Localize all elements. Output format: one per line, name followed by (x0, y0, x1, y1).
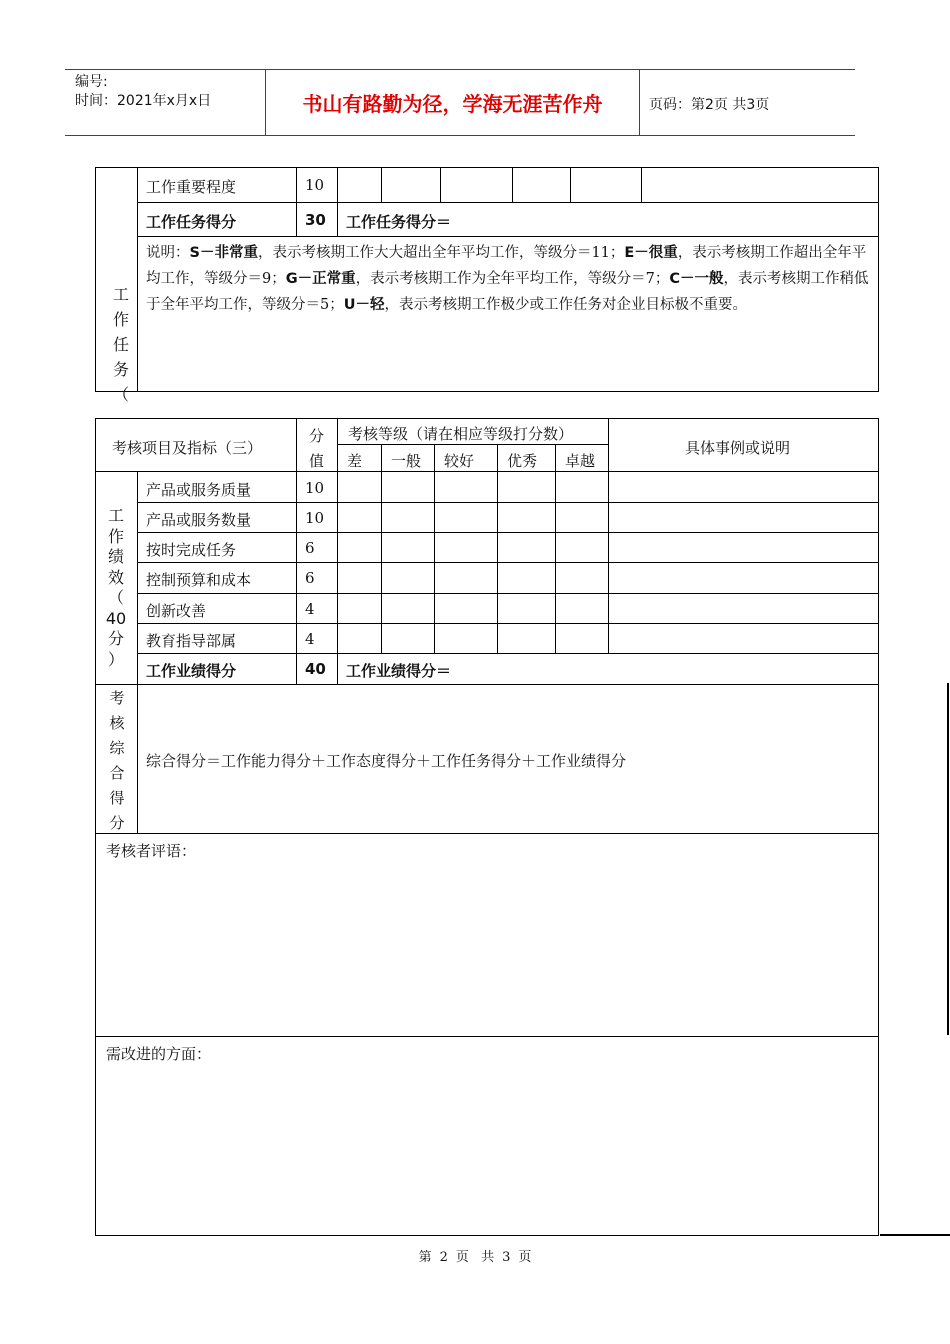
header-top-rule (65, 69, 855, 70)
side-label-char: 工 (107, 506, 124, 525)
grid-line (337, 167, 338, 236)
grid-line (440, 167, 441, 202)
grid-line (96, 684, 878, 685)
grid-line (608, 418, 609, 653)
grid-line (381, 167, 382, 202)
note-text: ，表示考核期工作大大超出全年平均工作，等级分＝11； (257, 245, 625, 261)
grade-poor: 差 (347, 452, 363, 470)
grid-line (512, 167, 513, 202)
side-label-char: 绩 (107, 547, 124, 566)
summary-formula: 综合得分＝工作能力得分＋工作态度得分＋工作任务得分＋工作业绩得分 (146, 752, 627, 770)
row-value: 4 (305, 600, 315, 618)
footer-part: 页 (455, 1250, 469, 1265)
task-score-formula: 工作任务得分＝ (346, 213, 452, 231)
header-description: 具体事例或说明 (685, 439, 791, 457)
row-label: 产品或服务数量 (146, 511, 252, 529)
footer-part: 页 (518, 1250, 532, 1265)
side-label-char: 分 (109, 814, 125, 832)
side-label-char: 核 (109, 714, 125, 732)
row-label: 控制预算和成本 (146, 571, 252, 589)
grid-line (296, 418, 297, 684)
side-label-char: 分 (107, 629, 124, 648)
header-grade-label: 考核等级（请在相应等级打分数） (348, 425, 574, 443)
grid-line (137, 593, 878, 594)
header-motto: 书山有路勤为径，学海无涯苦作舟 (302, 92, 603, 116)
perf-score-formula: 工作业绩得分＝ (346, 662, 452, 680)
grid-line (641, 167, 642, 202)
grid-line (137, 202, 878, 203)
footer-part: 2 (439, 1250, 448, 1265)
grid-line (137, 623, 878, 624)
header-bottom-rule (65, 135, 855, 136)
perf-score-label: 工作业绩得分 (146, 662, 237, 680)
row-label: 教育指导部属 (146, 632, 237, 650)
grid-line (337, 444, 608, 445)
grid-line (337, 418, 338, 684)
side-label-char: 考 (109, 689, 125, 707)
grid-line (137, 562, 878, 563)
doc-code-label: 编号: (75, 74, 108, 90)
side-label-char: 综 (109, 739, 125, 757)
grid-line (137, 653, 878, 654)
grid-line (434, 444, 435, 653)
grid-line (555, 444, 556, 653)
side-label-char: 合 (109, 764, 125, 782)
grade-code: C－一般 (669, 271, 724, 287)
grid-line (137, 471, 138, 833)
row-value: 6 (305, 539, 315, 557)
grid-line (381, 444, 382, 653)
header-divider (639, 69, 640, 136)
grade-code: S－非常重 (189, 245, 258, 261)
reviewer-comment-label: 考核者评语： (106, 842, 197, 860)
improvement-label: 需改进的方面： (106, 1045, 212, 1063)
grid-line (96, 1036, 878, 1037)
grade-code: U－轻 (343, 297, 385, 313)
grid-line (497, 444, 498, 653)
side-label-char: 得 (109, 789, 125, 807)
summary-side-label (104, 686, 130, 836)
grid-line (137, 236, 878, 237)
margin-line (880, 1234, 950, 1236)
row-value: 10 (305, 509, 325, 527)
header-score-bottom: 值 (309, 452, 325, 470)
grid-line (96, 471, 878, 472)
note-text: ，表示考核期工作为全年平均工作，等级分＝7； (355, 271, 670, 287)
header-item-label: 考核项目及指标（三） (112, 439, 263, 457)
page-number-label: 页码：第2页 共3页 (649, 97, 770, 113)
side-label-char: 40 (105, 608, 127, 628)
row-label: 产品或服务质量 (146, 481, 252, 499)
side-label-char: 任 (112, 335, 129, 354)
grade-outstanding: 卓越 (565, 452, 596, 470)
grid-line (137, 167, 138, 392)
footer-part: 共 (481, 1250, 495, 1265)
side-label-char: 工 (112, 285, 129, 304)
grid-line (570, 167, 571, 202)
grid-line (296, 167, 297, 236)
row-value: 6 (305, 569, 315, 587)
side-label-char: 务 (112, 360, 129, 379)
side-label-char: 效 (107, 567, 124, 587)
page-footer (0, 1246, 950, 1265)
side-label-char: ） (107, 649, 124, 669)
grade-average: 一般 (391, 452, 422, 470)
side-label-char: 作 (107, 526, 124, 546)
grade-excellent: 优秀 (507, 452, 538, 470)
perf-score-value: 40 (305, 660, 326, 678)
row-value: 10 (305, 479, 325, 497)
task-score-value: 30 (305, 211, 326, 229)
row-value: 4 (305, 630, 315, 648)
grid-line (96, 833, 878, 834)
side-label-char: 作 (112, 310, 129, 329)
importance-value: 10 (305, 176, 325, 194)
task-side-label (106, 282, 136, 407)
side-label-char: （ (107, 588, 124, 607)
side-label-char: （ (112, 385, 129, 404)
doc-time-label: 时间：2021年x月x日 (75, 93, 212, 109)
grid-line (137, 532, 878, 533)
grade-code: E－很重 (624, 245, 678, 261)
footer-part: 3 (502, 1250, 511, 1265)
note-text: ，表示考核期工作极少或工作任务对企业目标极不重要。 (384, 297, 748, 313)
row-label: 创新改善 (146, 602, 207, 620)
grade-good: 较好 (444, 452, 475, 470)
perf-side-label (100, 506, 132, 670)
note-text: 说明： (146, 245, 190, 261)
grade-code: G－正常重 (285, 271, 356, 287)
note-text: ，表示考核期工作超出全年平均工作，等级分＝9； (146, 245, 867, 287)
note-text: ，表示考核期工作稍低于全年平均工作，等级分＝5； (146, 271, 869, 313)
task-score-label: 工作任务得分 (146, 213, 237, 231)
importance-label: 工作重要程度 (146, 178, 237, 196)
header-score-top: 分 (309, 427, 325, 445)
footer-part: 第 (418, 1250, 432, 1265)
grid-line (137, 502, 878, 503)
margin-line (947, 683, 949, 1035)
row-label: 按时完成任务 (146, 541, 237, 559)
grade-explanation-note (146, 240, 871, 318)
